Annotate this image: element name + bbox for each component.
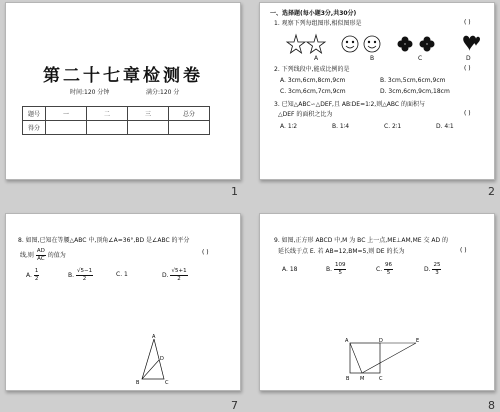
vertex-label: D	[379, 338, 383, 344]
slide-number: 8	[488, 399, 495, 412]
score-table-cell: 一	[46, 107, 87, 121]
score-table-cell: 得分	[23, 121, 46, 135]
vertex-label: E	[416, 338, 420, 344]
vertex-label: C	[379, 376, 383, 382]
square-abcd	[350, 343, 380, 373]
option-label: B.	[68, 272, 75, 279]
score-table-cell	[128, 121, 169, 135]
exam-full-score: 满分:120 分	[146, 89, 180, 96]
fraction	[76, 268, 93, 283]
q8-suffix: 的值为	[47, 252, 66, 259]
option-label: A.	[26, 272, 32, 279]
fraction-den: 2	[177, 276, 181, 282]
clover-icon	[398, 37, 413, 52]
option	[326, 262, 346, 277]
option	[162, 268, 188, 283]
slide-1-cover[interactable]	[5, 2, 241, 180]
option-label: B.	[326, 266, 333, 273]
square-figure	[344, 338, 424, 386]
option: B. 1∶4	[332, 123, 350, 130]
fraction	[432, 262, 441, 277]
vertex-label: M	[360, 376, 365, 382]
score-table	[22, 106, 210, 135]
figure-label: C	[418, 55, 423, 62]
fraction-den: AC	[37, 256, 45, 262]
segment-me	[362, 343, 416, 373]
answer-bracket: ( )	[460, 247, 467, 254]
slide-number: 1	[231, 185, 238, 198]
option	[282, 266, 297, 273]
star-outline-icon	[287, 35, 305, 53]
vertex-label: B	[346, 376, 350, 382]
question-9-text-cont: 延长线于点 E. 若 AB=12,BM=5,则 DE 的长为	[278, 248, 405, 255]
answer-bracket: ( )	[464, 110, 471, 117]
question-8-text-cont	[20, 248, 66, 263]
fraction	[334, 262, 347, 277]
question-8-text: 8. 如图,已知在等腰△ABC 中,顶角∠A=36°,BD 是∠ABC 的平分	[18, 237, 190, 244]
option-label: C.	[376, 266, 383, 273]
option	[68, 268, 93, 283]
vertex-label: A	[345, 338, 349, 344]
clover-icon	[420, 37, 435, 52]
fraction	[34, 268, 40, 283]
option-label: C. 1	[116, 271, 128, 278]
fraction	[384, 262, 393, 277]
score-table-score-row	[23, 121, 210, 135]
option: D. 4∶1	[436, 123, 454, 130]
section-heading: 一、选择题(每小题3分,共30分)	[270, 10, 357, 17]
slide-number: 2	[488, 185, 495, 198]
fraction-den: 2	[82, 276, 87, 282]
option: C. 2∶1	[384, 123, 402, 130]
fraction-num: 96	[385, 262, 393, 268]
exam-title: 第二十七章检测卷	[43, 66, 203, 86]
vertex-label: A	[152, 334, 156, 340]
score-table-cell: 题号	[23, 107, 46, 121]
fraction-num: √5+1	[171, 268, 187, 274]
option-label: D.	[424, 266, 431, 273]
option	[116, 271, 128, 278]
score-table-header-row	[23, 107, 210, 121]
figure-label: A	[314, 55, 319, 62]
fraction-den: 5	[338, 270, 342, 276]
option	[424, 262, 441, 277]
figure-label: B	[370, 55, 375, 62]
fraction-num: 1	[34, 268, 39, 274]
option: A. 3cm,6cm,8cm,9cm	[280, 77, 346, 84]
slide-7-question[interactable]	[5, 213, 241, 391]
score-table-cell	[87, 121, 128, 135]
question-3-text: 3. 已知△ABC∽△DEF,且 AB∶DE=1∶2,则△ABC 的面积与	[274, 101, 426, 108]
answer-bracket: ( )	[464, 19, 471, 26]
smiley-icon	[364, 36, 380, 52]
slide-2-questions[interactable]	[259, 2, 495, 180]
segment-am	[350, 343, 362, 373]
score-table-cell: 总分	[169, 107, 210, 121]
q8-prefix: 线,则	[20, 252, 34, 259]
option: A. 1∶2	[280, 123, 298, 130]
option	[376, 262, 393, 277]
score-table-cell	[46, 121, 87, 135]
fraction	[36, 248, 46, 263]
option-label: A. 18	[282, 266, 298, 273]
triangle-figure	[138, 334, 178, 386]
vertex-label: C	[165, 380, 169, 386]
fraction-num: 109	[334, 262, 346, 268]
fraction-den: 2	[34, 276, 39, 282]
option: D. 3cm,6cm,9cm,18cm	[380, 88, 450, 95]
option: C. 3cm,6cm,7cm,9cm	[280, 88, 346, 95]
vertex-label: B	[136, 380, 140, 386]
option: B. 3cm,5cm,6cm,9cm	[380, 77, 446, 84]
question-3-text-cont: △DEF 的面积之比为	[278, 111, 333, 118]
slide-number: 7	[231, 399, 238, 412]
option	[26, 268, 39, 283]
question-9-text: 9. 如图,正方形 ABCD 中,M 为 BC 上一点,ME⊥AM,ME 交 AD 的	[274, 237, 448, 244]
answer-bracket: ( )	[464, 65, 471, 72]
answer-bracket: ( )	[202, 249, 209, 256]
fraction-num: √5−1	[76, 268, 93, 274]
smiley-icon	[342, 36, 358, 52]
fraction	[170, 268, 187, 283]
fraction-num: 25	[433, 262, 441, 268]
score-table-cell: 三	[128, 107, 169, 121]
option-label: D.	[162, 272, 169, 279]
fraction-den: 5	[386, 270, 391, 276]
score-table-cell	[169, 121, 210, 135]
exam-time: 时间:120 分钟	[70, 89, 110, 96]
star-outline-icon	[307, 35, 325, 53]
figure-label: D	[466, 55, 471, 62]
fraction-num: AD	[36, 248, 45, 254]
fraction-den: 3	[435, 270, 439, 276]
vertex-label: D	[160, 356, 164, 362]
question-2-text: 2. 下列线段中,能成比例的是	[274, 66, 350, 73]
slide-8-question[interactable]	[259, 213, 495, 391]
score-table-cell: 二	[87, 107, 128, 121]
question-1-text: 1. 观察下列每组图形,相似图形是	[274, 20, 362, 27]
